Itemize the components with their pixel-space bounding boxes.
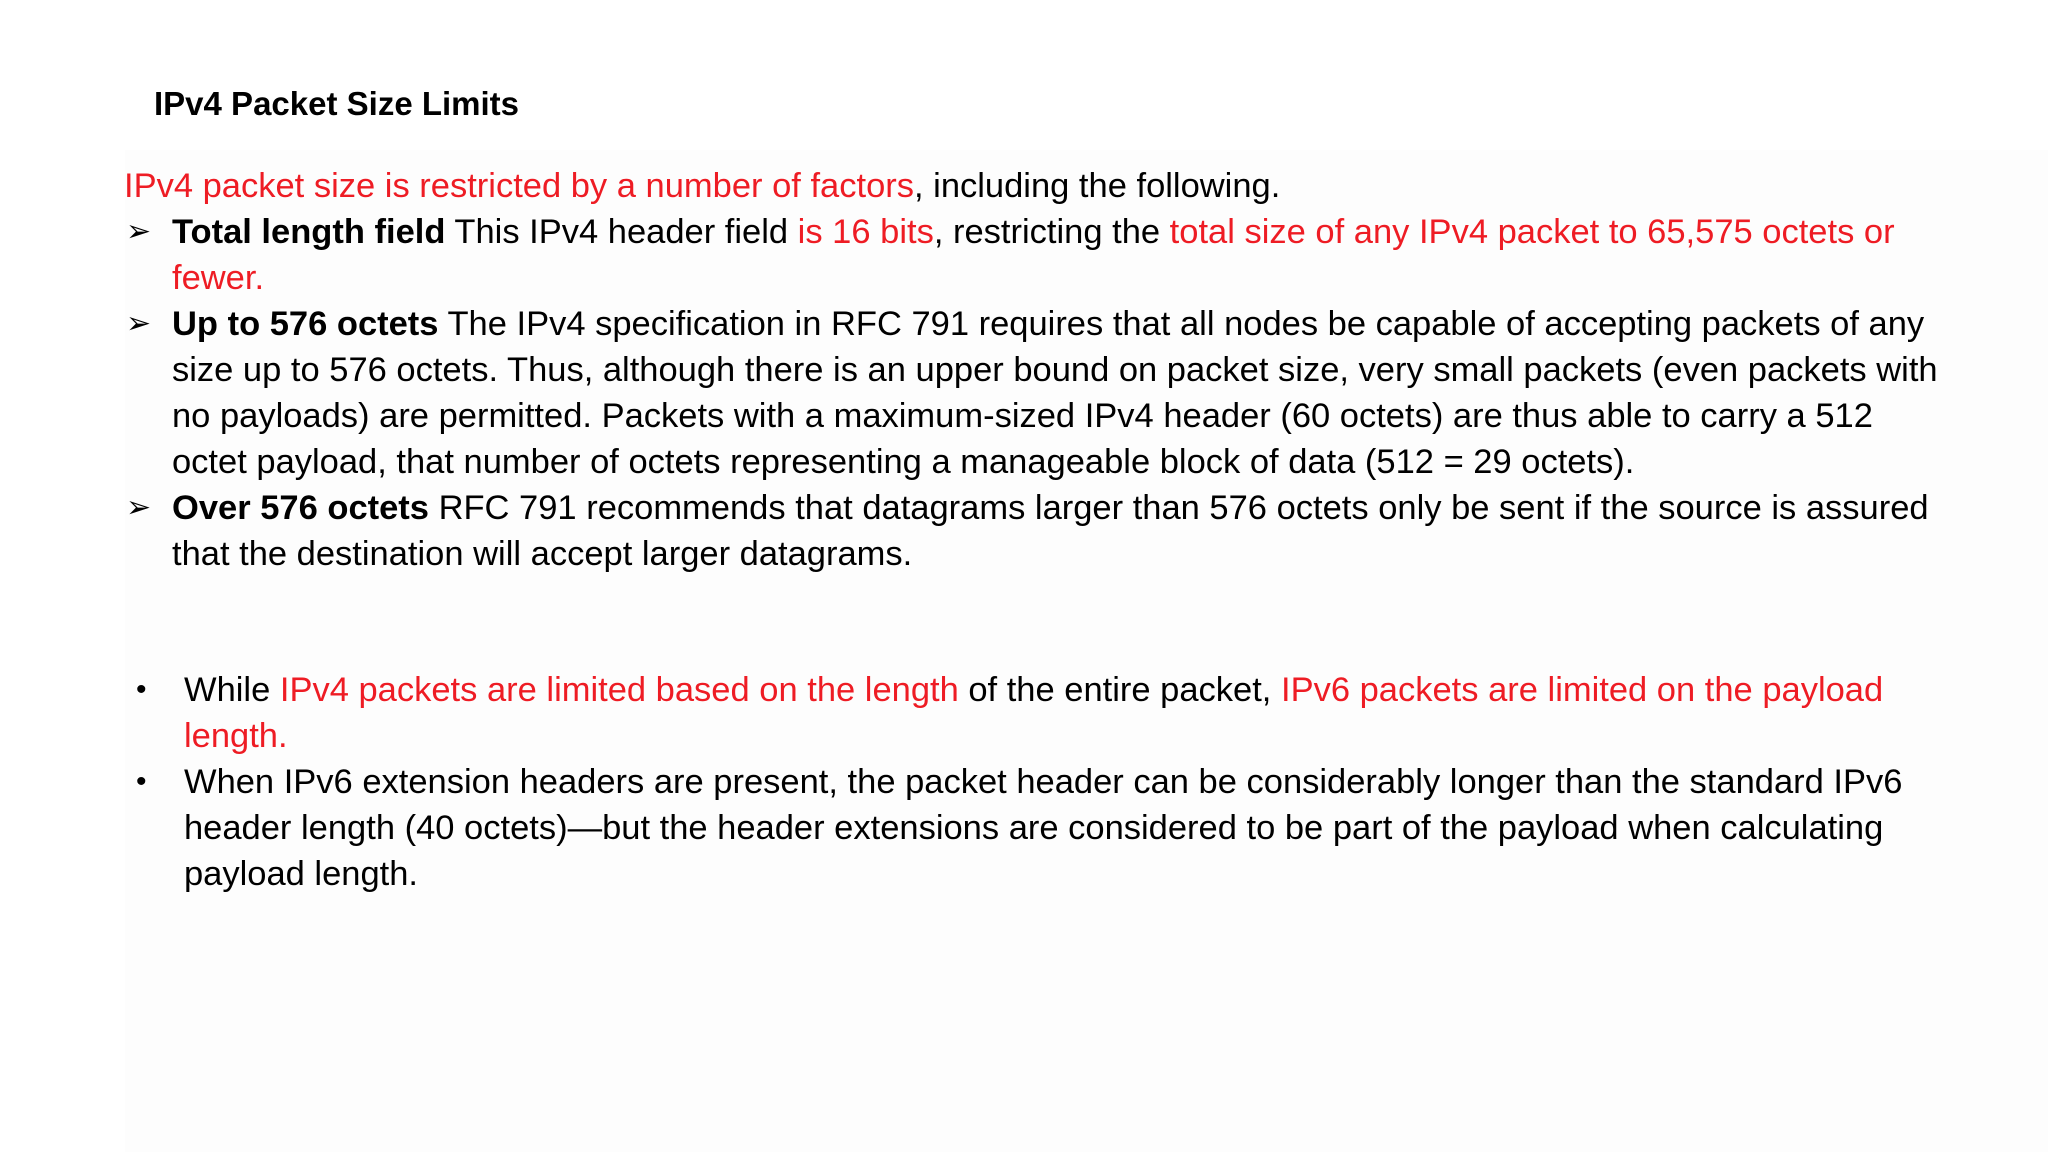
note-text: of the entire packet, <box>958 671 1281 709</box>
factor-text: This IPv4 header field <box>445 213 798 251</box>
factor-term: Up to 576 octets <box>172 305 439 343</box>
slide-body <box>124 163 1954 897</box>
factor-item-over-576 <box>124 485 1954 577</box>
factor-highlight: total size of any IPv4 packet to 65,575 octets or fewer. <box>172 213 1895 297</box>
note-item-ipv4-vs-ipv6 <box>124 667 1954 759</box>
intro-highlight: IPv4 packet size is restricted by a number of factors <box>124 167 914 205</box>
factor-item-up-to-576 <box>124 301 1954 485</box>
factor-highlight: is 16 bits <box>797 213 934 251</box>
note-list <box>124 667 1954 897</box>
note-highlight: IPv4 packets are limited based on the length <box>279 671 959 709</box>
arrowhead-bullet-icon: ➢ <box>126 307 152 340</box>
note-text: When IPv6 extension headers are present, the packet header can be considerably longer than the standard IPv6 header length (40 octets)—but the header extensions are considered to be part of the payload when calculating payload length. <box>184 763 1903 893</box>
factor-text: RFC 791 recommends that datagrams larger than 576 octets only be sent if the source is assured that the destination will accept larger datagrams. <box>172 489 1929 573</box>
factor-term: Over 576 octets <box>172 489 429 527</box>
factor-text: The IPv4 specification in RFC 791 requires that all nodes be capable of accepting packets of any size up to 576 octets. Thus, although there is an upper bound on packet size, very small packets (even packets with no payloads) are permitted. Packets with a maximum-sized IPv4 header (60 octets) are thus able to carry a 512 octet payload, that number of octets representing a manageable block of data (512 = 29 octets). <box>172 305 1938 481</box>
intro-rest: , including the following. <box>914 167 1281 205</box>
factor-text: , restricting the <box>933 213 1170 251</box>
dot-bullet-icon: • <box>136 673 147 706</box>
arrowhead-bullet-icon: ➢ <box>126 215 152 248</box>
factor-item-total-length <box>124 209 1954 301</box>
note-text: While <box>184 671 280 709</box>
intro-paragraph <box>124 163 1954 209</box>
factor-list <box>124 209 1954 577</box>
arrowhead-bullet-icon: ➢ <box>126 491 152 524</box>
note-highlight: IPv6 packets are limited on the payload length. <box>184 671 1884 755</box>
dot-bullet-icon: • <box>136 765 147 798</box>
factor-term: Total length field <box>172 213 446 251</box>
note-item-extension-headers <box>124 759 1954 897</box>
slide-title: IPv4 Packet Size Limits <box>154 85 520 122</box>
